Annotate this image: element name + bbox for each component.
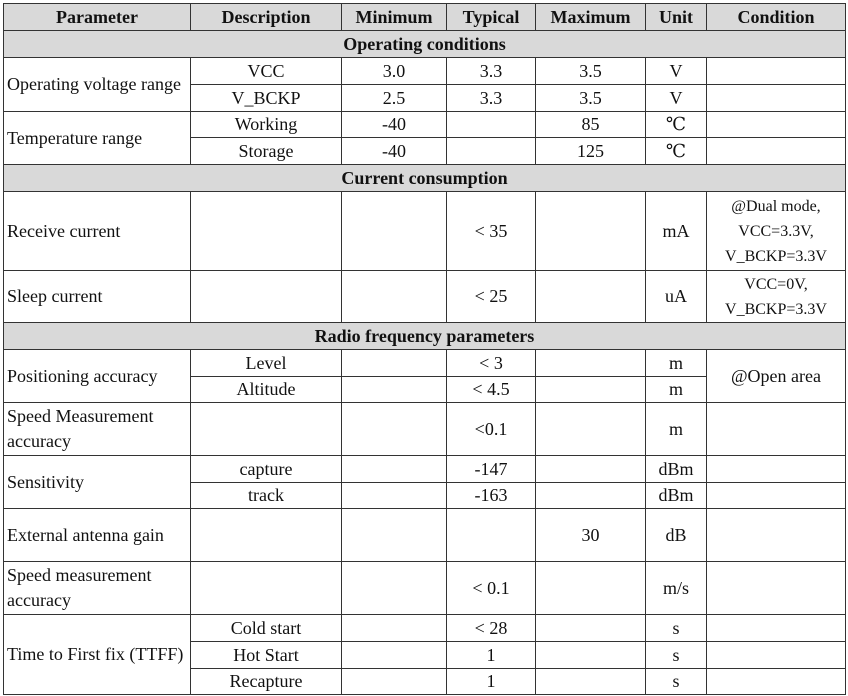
desc-cell: Cold start [191,615,342,642]
section-row [4,31,846,58]
param-operating-voltage: Operating voltage range [4,58,191,112]
cond-cell [707,615,846,642]
max-cell [536,562,646,615]
max-cell [536,350,646,377]
typ-cell: 1 [447,642,536,669]
unit-cell: ℃ [646,138,707,165]
param-temperature-range: Temperature range [4,112,191,165]
param-sleep-current: Sleep current [4,271,191,323]
unit-cell: ℃ [646,112,707,138]
max-cell [536,271,646,323]
min-cell: 3.0 [342,58,447,85]
typ-cell [447,138,536,165]
typ-cell [447,112,536,138]
min-cell [342,456,447,483]
min-cell [342,483,447,509]
table-row [4,615,846,642]
condition-line: V_BCKP=3.3V [725,247,827,265]
param-positioning-accuracy: Positioning accuracy [4,350,191,403]
unit-cell: s [646,642,707,669]
min-cell [342,562,447,615]
typ-cell: < 3 [447,350,536,377]
cond-cell [707,509,846,562]
table-row [4,509,846,562]
condition-line: V_BCKP=3.3V [725,300,827,318]
typ-cell: < 0.1 [447,562,536,615]
table-row [4,271,846,323]
condition-line: VCC=3.3V, [738,222,814,240]
condition-line: @Dual mode, [731,197,821,215]
table-row [4,58,846,85]
desc-cell: Working [191,112,342,138]
unit-cell: m [646,403,707,456]
section-row [4,323,846,350]
param-external-antenna-gain: External antenna gain [4,509,191,562]
table-row [4,403,846,456]
desc-cell: Altitude [191,377,342,403]
unit-cell: mA [646,192,707,271]
min-cell [342,669,447,695]
min-cell: -40 [342,112,447,138]
min-cell: -40 [342,138,447,165]
desc-cell: Hot Start [191,642,342,669]
cond-cell: @Open area [707,350,846,403]
section-current-consumption: Current consumption [4,165,846,192]
desc-cell: track [191,483,342,509]
section-radio-frequency: Radio frequency parameters [4,323,846,350]
min-cell [342,192,447,271]
max-cell: 125 [536,138,646,165]
cond-cell [707,271,846,323]
desc-cell [191,192,342,271]
max-cell [536,669,646,695]
param-ttff: Time to First fix (TTFF) [4,615,191,695]
typ-cell: -147 [447,456,536,483]
desc-cell: capture [191,456,342,483]
col-header-typical: Typical [447,4,536,31]
param-sensitivity: Sensitivity [4,456,191,509]
param-speed-measurement-accuracy: Speed Measurement accuracy [4,403,191,456]
min-cell [342,271,447,323]
min-cell [342,642,447,669]
max-cell [536,192,646,271]
condition-line: VCC=0V, [744,275,808,293]
typ-cell: < 28 [447,615,536,642]
desc-cell [191,271,342,323]
cond-cell [707,642,846,669]
cond-cell [707,403,846,456]
cond-cell [707,138,846,165]
max-cell [536,615,646,642]
unit-cell: dBm [646,456,707,483]
cond-cell [707,58,846,85]
desc-cell [191,509,342,562]
desc-cell [191,562,342,615]
typ-cell: < 4.5 [447,377,536,403]
unit-cell: m [646,377,707,403]
unit-cell: uA [646,271,707,323]
max-cell [536,642,646,669]
table-row [4,562,846,615]
cond-cell [707,192,846,271]
col-header-minimum: Minimum [342,4,447,31]
max-cell [536,403,646,456]
typ-cell: -163 [447,483,536,509]
unit-cell: m [646,350,707,377]
table-row [4,112,846,138]
typ-cell: < 25 [447,271,536,323]
table-row [4,456,846,483]
col-header-condition: Condition [707,4,846,31]
unit-cell: dB [646,509,707,562]
min-cell: 2.5 [342,85,447,112]
desc-cell: VCC [191,58,342,85]
typ-cell: 3.3 [447,85,536,112]
typ-cell: < 35 [447,192,536,271]
unit-cell: V [646,58,707,85]
min-cell [342,403,447,456]
section-row [4,165,846,192]
max-cell [536,377,646,403]
max-cell [536,456,646,483]
max-cell: 30 [536,509,646,562]
typ-cell: <0.1 [447,403,536,456]
cond-cell [707,562,846,615]
min-cell [342,509,447,562]
col-header-description: Description [191,4,342,31]
desc-cell: Storage [191,138,342,165]
header-row [4,4,846,31]
typ-cell [447,509,536,562]
typ-cell: 3.3 [447,58,536,85]
desc-cell [191,403,342,456]
min-cell [342,615,447,642]
unit-cell: V [646,85,707,112]
max-cell [536,483,646,509]
desc-cell: V_BCKP [191,85,342,112]
spec-table [3,3,846,695]
param-receive-current: Receive current [4,192,191,271]
max-cell: 3.5 [536,58,646,85]
cond-cell [707,85,846,112]
min-cell [342,350,447,377]
section-operating-conditions: Operating conditions [4,31,846,58]
unit-cell: m/s [646,562,707,615]
col-header-parameter: Parameter [4,4,191,31]
min-cell [342,377,447,403]
param-speed-measurement-accuracy-2: Speed measurement accuracy [4,562,191,615]
desc-cell: Recapture [191,669,342,695]
cond-cell [707,669,846,695]
unit-cell: s [646,615,707,642]
cond-cell [707,456,846,483]
typ-cell: 1 [447,669,536,695]
desc-cell: Level [191,350,342,377]
unit-cell: dBm [646,483,707,509]
cond-cell [707,112,846,138]
unit-cell: s [646,669,707,695]
col-header-maximum: Maximum [536,4,646,31]
table-row [4,192,846,271]
cond-cell [707,483,846,509]
max-cell: 3.5 [536,85,646,112]
max-cell: 85 [536,112,646,138]
table-row [4,350,846,377]
col-header-unit: Unit [646,4,707,31]
